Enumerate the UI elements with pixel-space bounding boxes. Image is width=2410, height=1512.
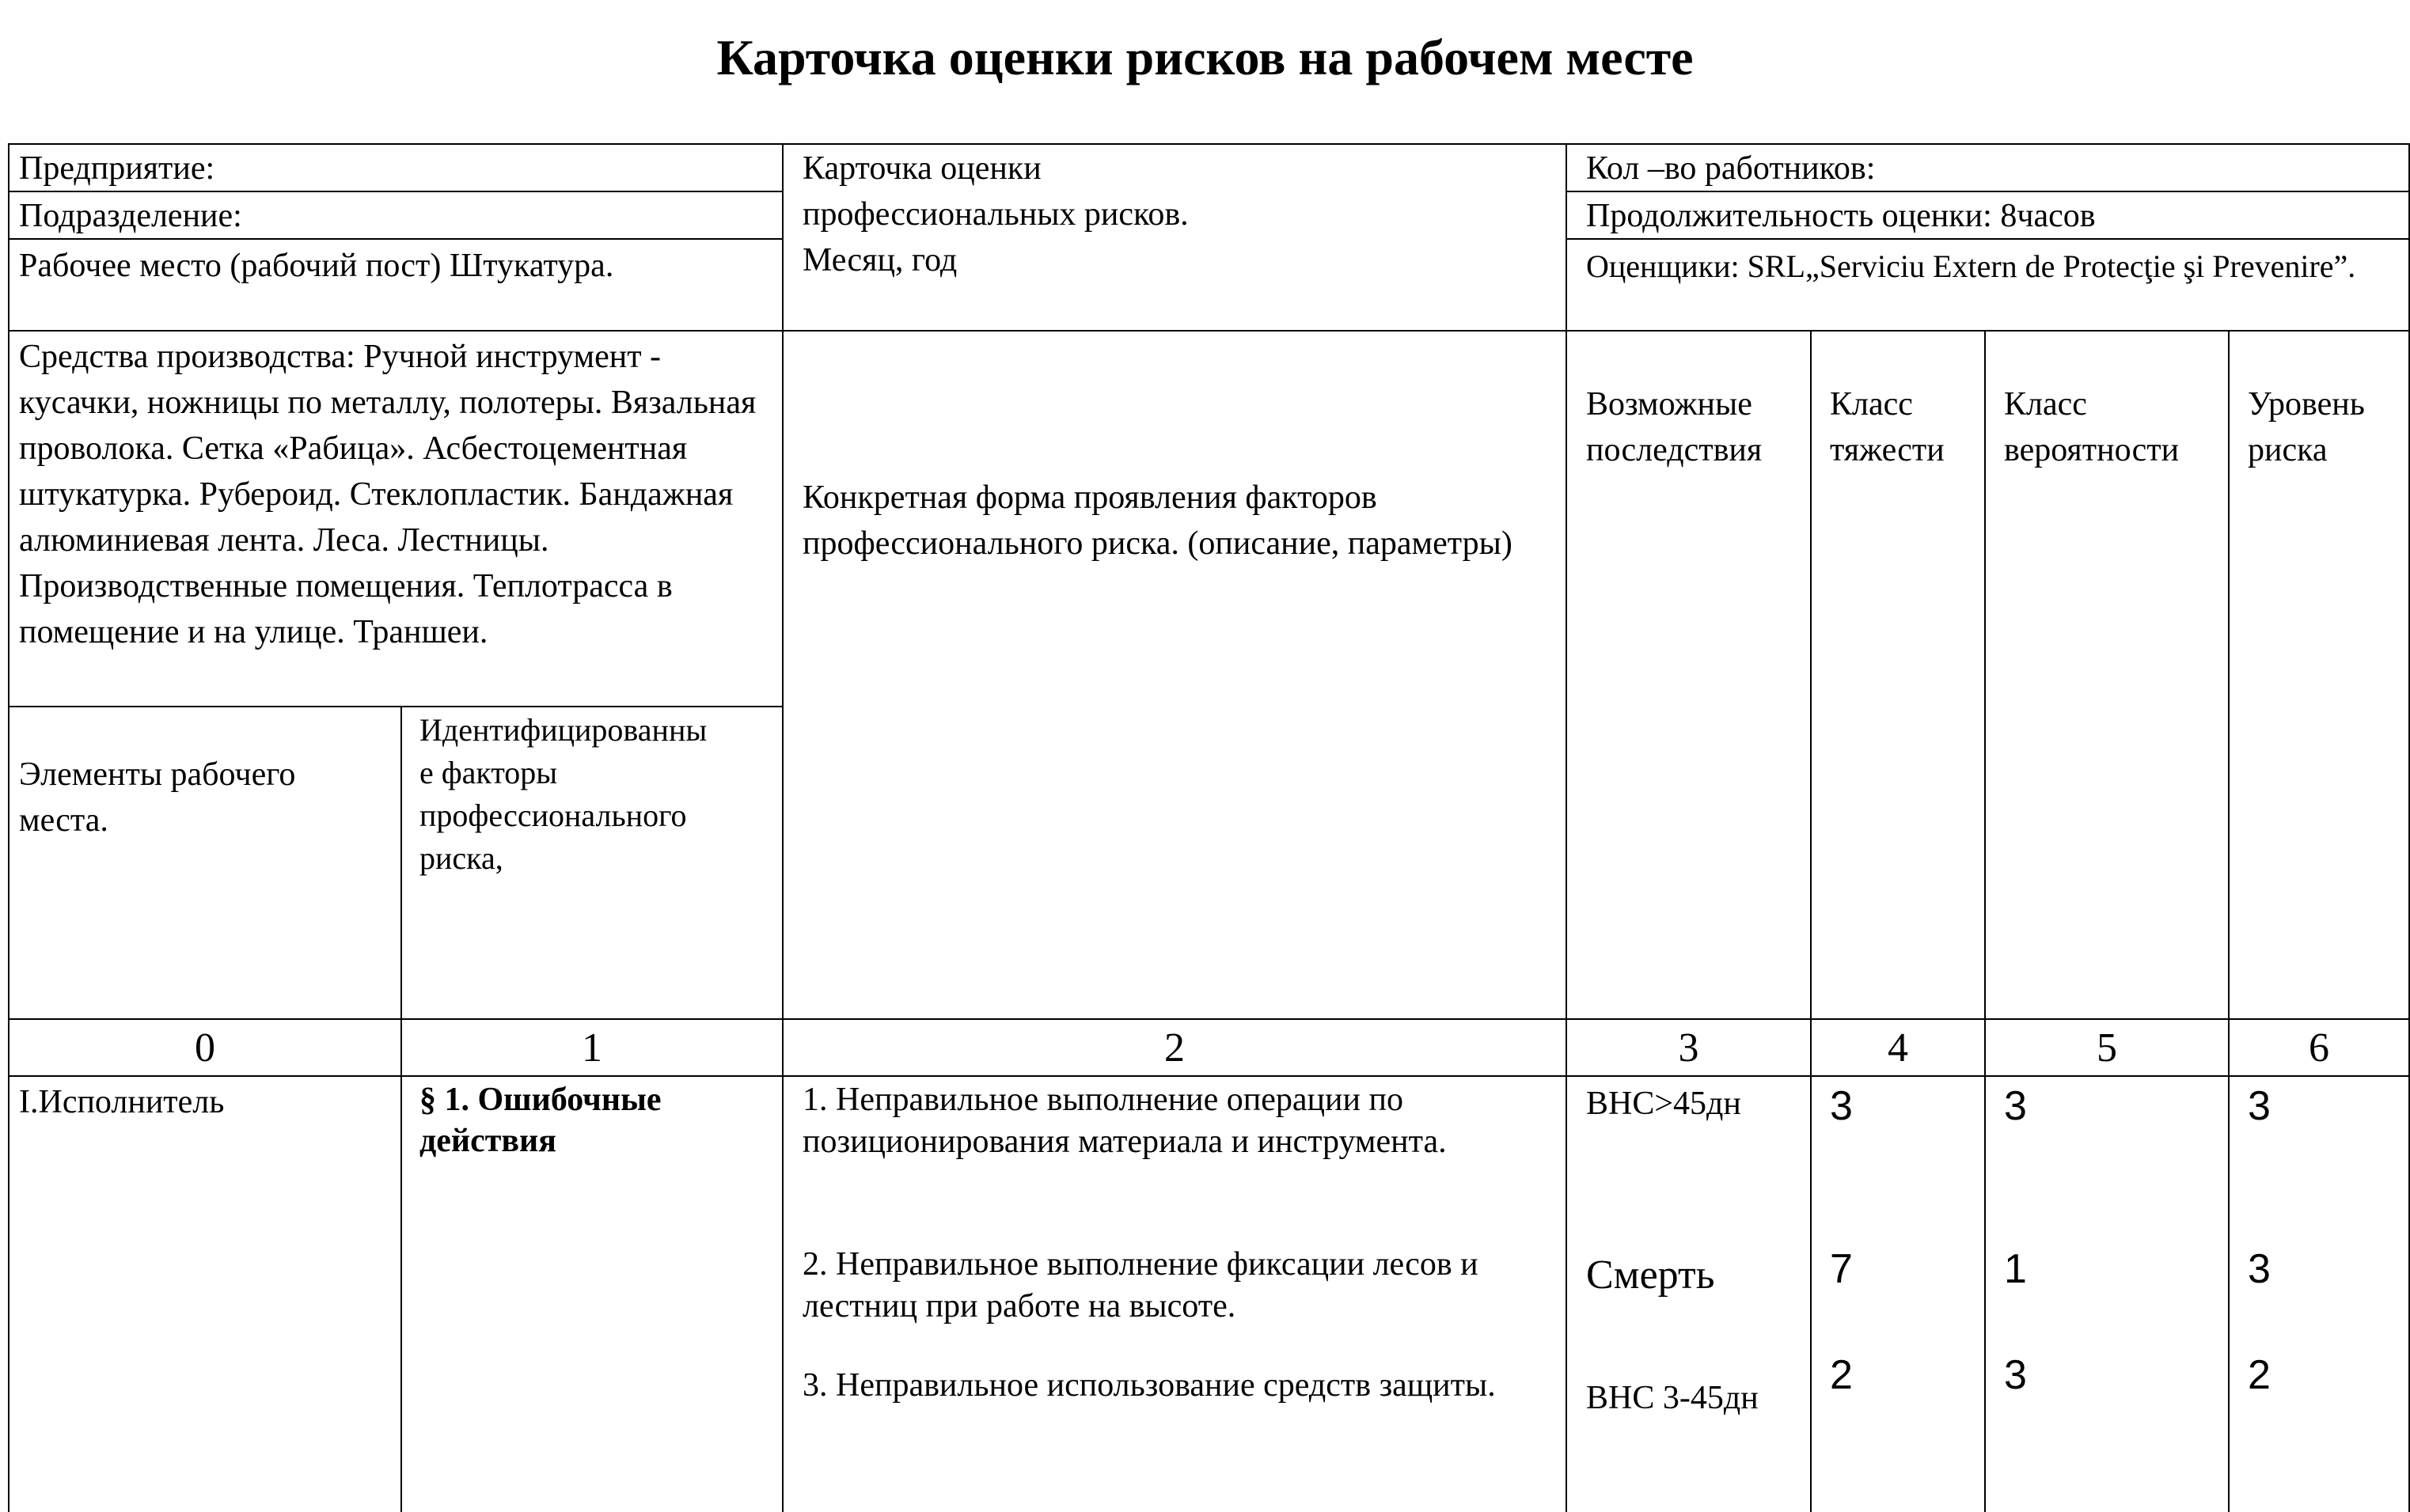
risk-level: 2	[2248, 1352, 2271, 1398]
means-of-production: Средства производства: Ручной инструмент - кусачки, ножницы по металлу, полотеры. Вязальная проволока. Сетка «Рабица». Асбестоцементная штукатурка. Рубероид. Стеклопластик. Бандажная алюминиевая лента. Леса. Лестницы. Производственные помещения. Теплотрасса в помещение и на улице. Траншеи.	[19, 339, 757, 650]
risk-description: 1. Неправильное выполнение операции по позиционирования материала и инструмента.	[803, 1082, 1447, 1160]
risk-consequence: Смерть	[1586, 1252, 1715, 1298]
column-number: 3	[1678, 1025, 1699, 1071]
risk-consequence: ВНС 3-45дн	[1586, 1380, 1759, 1416]
probability-header: Класс вероятности	[2004, 386, 2180, 468]
column-number: 0	[195, 1025, 215, 1071]
probability-class: 3	[2004, 1083, 2027, 1129]
grid-line	[1810, 330, 1812, 1512]
severity-class: 7	[1830, 1246, 1853, 1292]
grid-line	[400, 706, 402, 1512]
severity-class: 2	[1830, 1352, 1853, 1398]
factors-header: Идентифицированны е факторы профессионального риска,	[419, 712, 708, 876]
consequences-header: Возможные последствия	[1586, 386, 1763, 468]
column-number: 1	[582, 1025, 602, 1071]
row-factor: § 1. Ошибочные действия	[419, 1082, 662, 1159]
grid-line	[1566, 143, 1567, 1512]
card-title: Карточка оценки профессиональных рисков. Месяц, год	[803, 150, 1189, 279]
probability-class: 1	[2004, 1246, 2027, 1292]
grid-line	[8, 1075, 2410, 1077]
probability-class: 3	[2004, 1352, 2027, 1398]
column-number: 6	[2309, 1025, 2329, 1071]
row-element: I.Исполнитель	[19, 1084, 225, 1120]
column-number: 2	[1164, 1025, 1185, 1071]
enterprise-label: Предприятие:	[19, 150, 215, 187]
grid-line	[8, 143, 2410, 145]
severity-header: Класс тяжести	[1830, 386, 1945, 468]
elements-header: Элементы рабочего места.	[19, 756, 296, 839]
grid-line	[1984, 330, 1986, 1512]
workplace-label: Рабочее место (рабочий пост) Штукатура.	[19, 248, 614, 284]
grid-line	[782, 143, 784, 1512]
form-header: Конкретная форма проявления факторов профессионального риска. (описание, параметры)	[803, 479, 1512, 562]
risk-level-header: Уровень риска	[2248, 386, 2365, 468]
grid-line	[8, 1018, 2410, 1020]
risk-level: 3	[2248, 1246, 2271, 1292]
risk-level: 3	[2248, 1083, 2271, 1129]
grid-line	[8, 143, 9, 1512]
risk-description: 3. Неправильное использование средств защиты.	[803, 1367, 1496, 1404]
document-title: Карточка оценки рисков на рабочем месте	[716, 29, 1694, 85]
workers-count-label: Кол –во работников:	[1586, 150, 1876, 187]
grid-line	[8, 706, 784, 707]
duration-label: Продолжительность оценки: 8часов	[1586, 198, 2096, 234]
risk-description: 2. Неправильное выполнение фиксации лесов и лестниц при работе на высоте.	[803, 1246, 1478, 1324]
grid-line	[8, 330, 2410, 332]
grid-line	[2228, 330, 2230, 1512]
column-number: 4	[1888, 1025, 1908, 1071]
risk-consequence: ВНС>45дн	[1586, 1086, 1741, 1122]
assessors-label: Оценщики: SRL„Serviciu Extern de Protecţie şi Prevenire”.	[1586, 248, 2356, 284]
subdivision-label: Подразделение:	[19, 198, 242, 234]
severity-class: 3	[1830, 1083, 1853, 1129]
column-number: 5	[2097, 1025, 2117, 1071]
